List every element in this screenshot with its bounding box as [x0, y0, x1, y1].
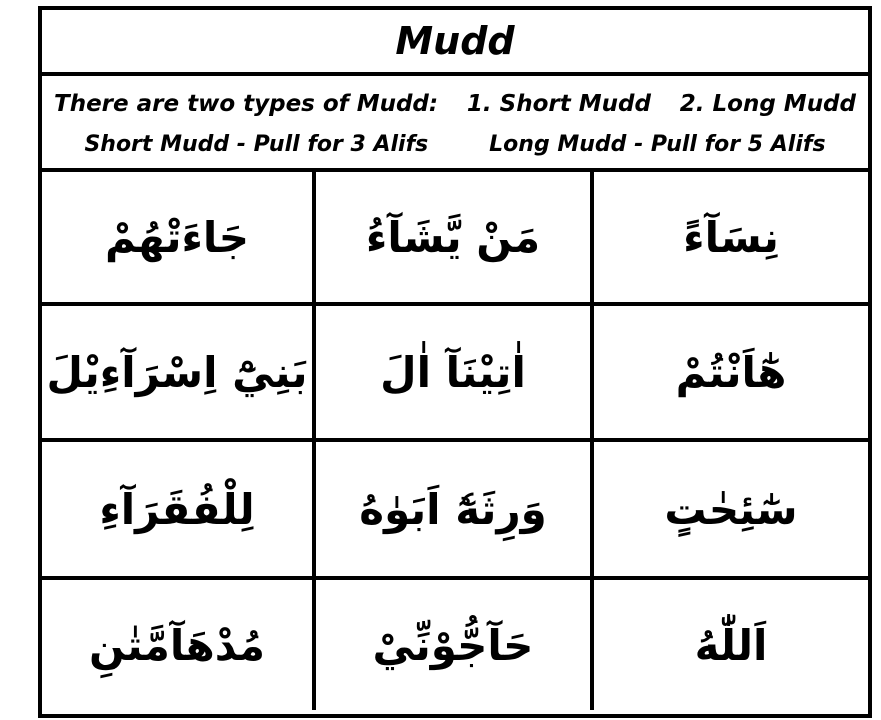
long-mudd-rule: Long Mudd - Pull for 5 Alifs: [489, 131, 826, 157]
word-cell: وَرِثَهٗٓ اَبَوٰهُ: [316, 442, 594, 580]
word-cell: جَاءَتْهُمْ: [42, 172, 316, 306]
type-short-label: 1. Short Mudd: [466, 91, 651, 117]
word-cell: اَللّٰهُ: [694, 620, 768, 670]
page-title: Mudd: [395, 19, 515, 63]
intro-line-rules: [54, 124, 856, 164]
title-row: [42, 10, 868, 76]
word-cell: هٰٓاَنْتُمْ: [594, 306, 868, 442]
word-cell: مُدْهَآمَّتٰنِ: [42, 580, 316, 710]
word-grid: [42, 172, 868, 710]
word-cell: بَنِيْٓ اِسْرَآءِيْلَ: [42, 306, 316, 442]
word-cell: نِسَآءً: [594, 172, 868, 306]
short-mudd-rule: Short Mudd - Pull for 3 Alifs: [84, 131, 429, 157]
type-long-label: 2. Long Mudd: [679, 91, 856, 117]
word-cell: مَنْ يَّشَآءُ: [316, 172, 594, 306]
word-cell: اٰتِيْنَآ اٰلَ: [316, 306, 594, 442]
types-text: There are two types of Mudd:: [54, 91, 439, 117]
intro-line-types: [54, 84, 856, 124]
word-cell: حَآجُّوْنِّيْ: [316, 580, 594, 710]
word-cell: سٰٓئِحٰتٍ: [594, 442, 868, 580]
mudd-chart: [38, 6, 872, 718]
intro-section: [42, 76, 868, 172]
word-cell: لِلْفُقَرَآءِ: [42, 442, 316, 580]
